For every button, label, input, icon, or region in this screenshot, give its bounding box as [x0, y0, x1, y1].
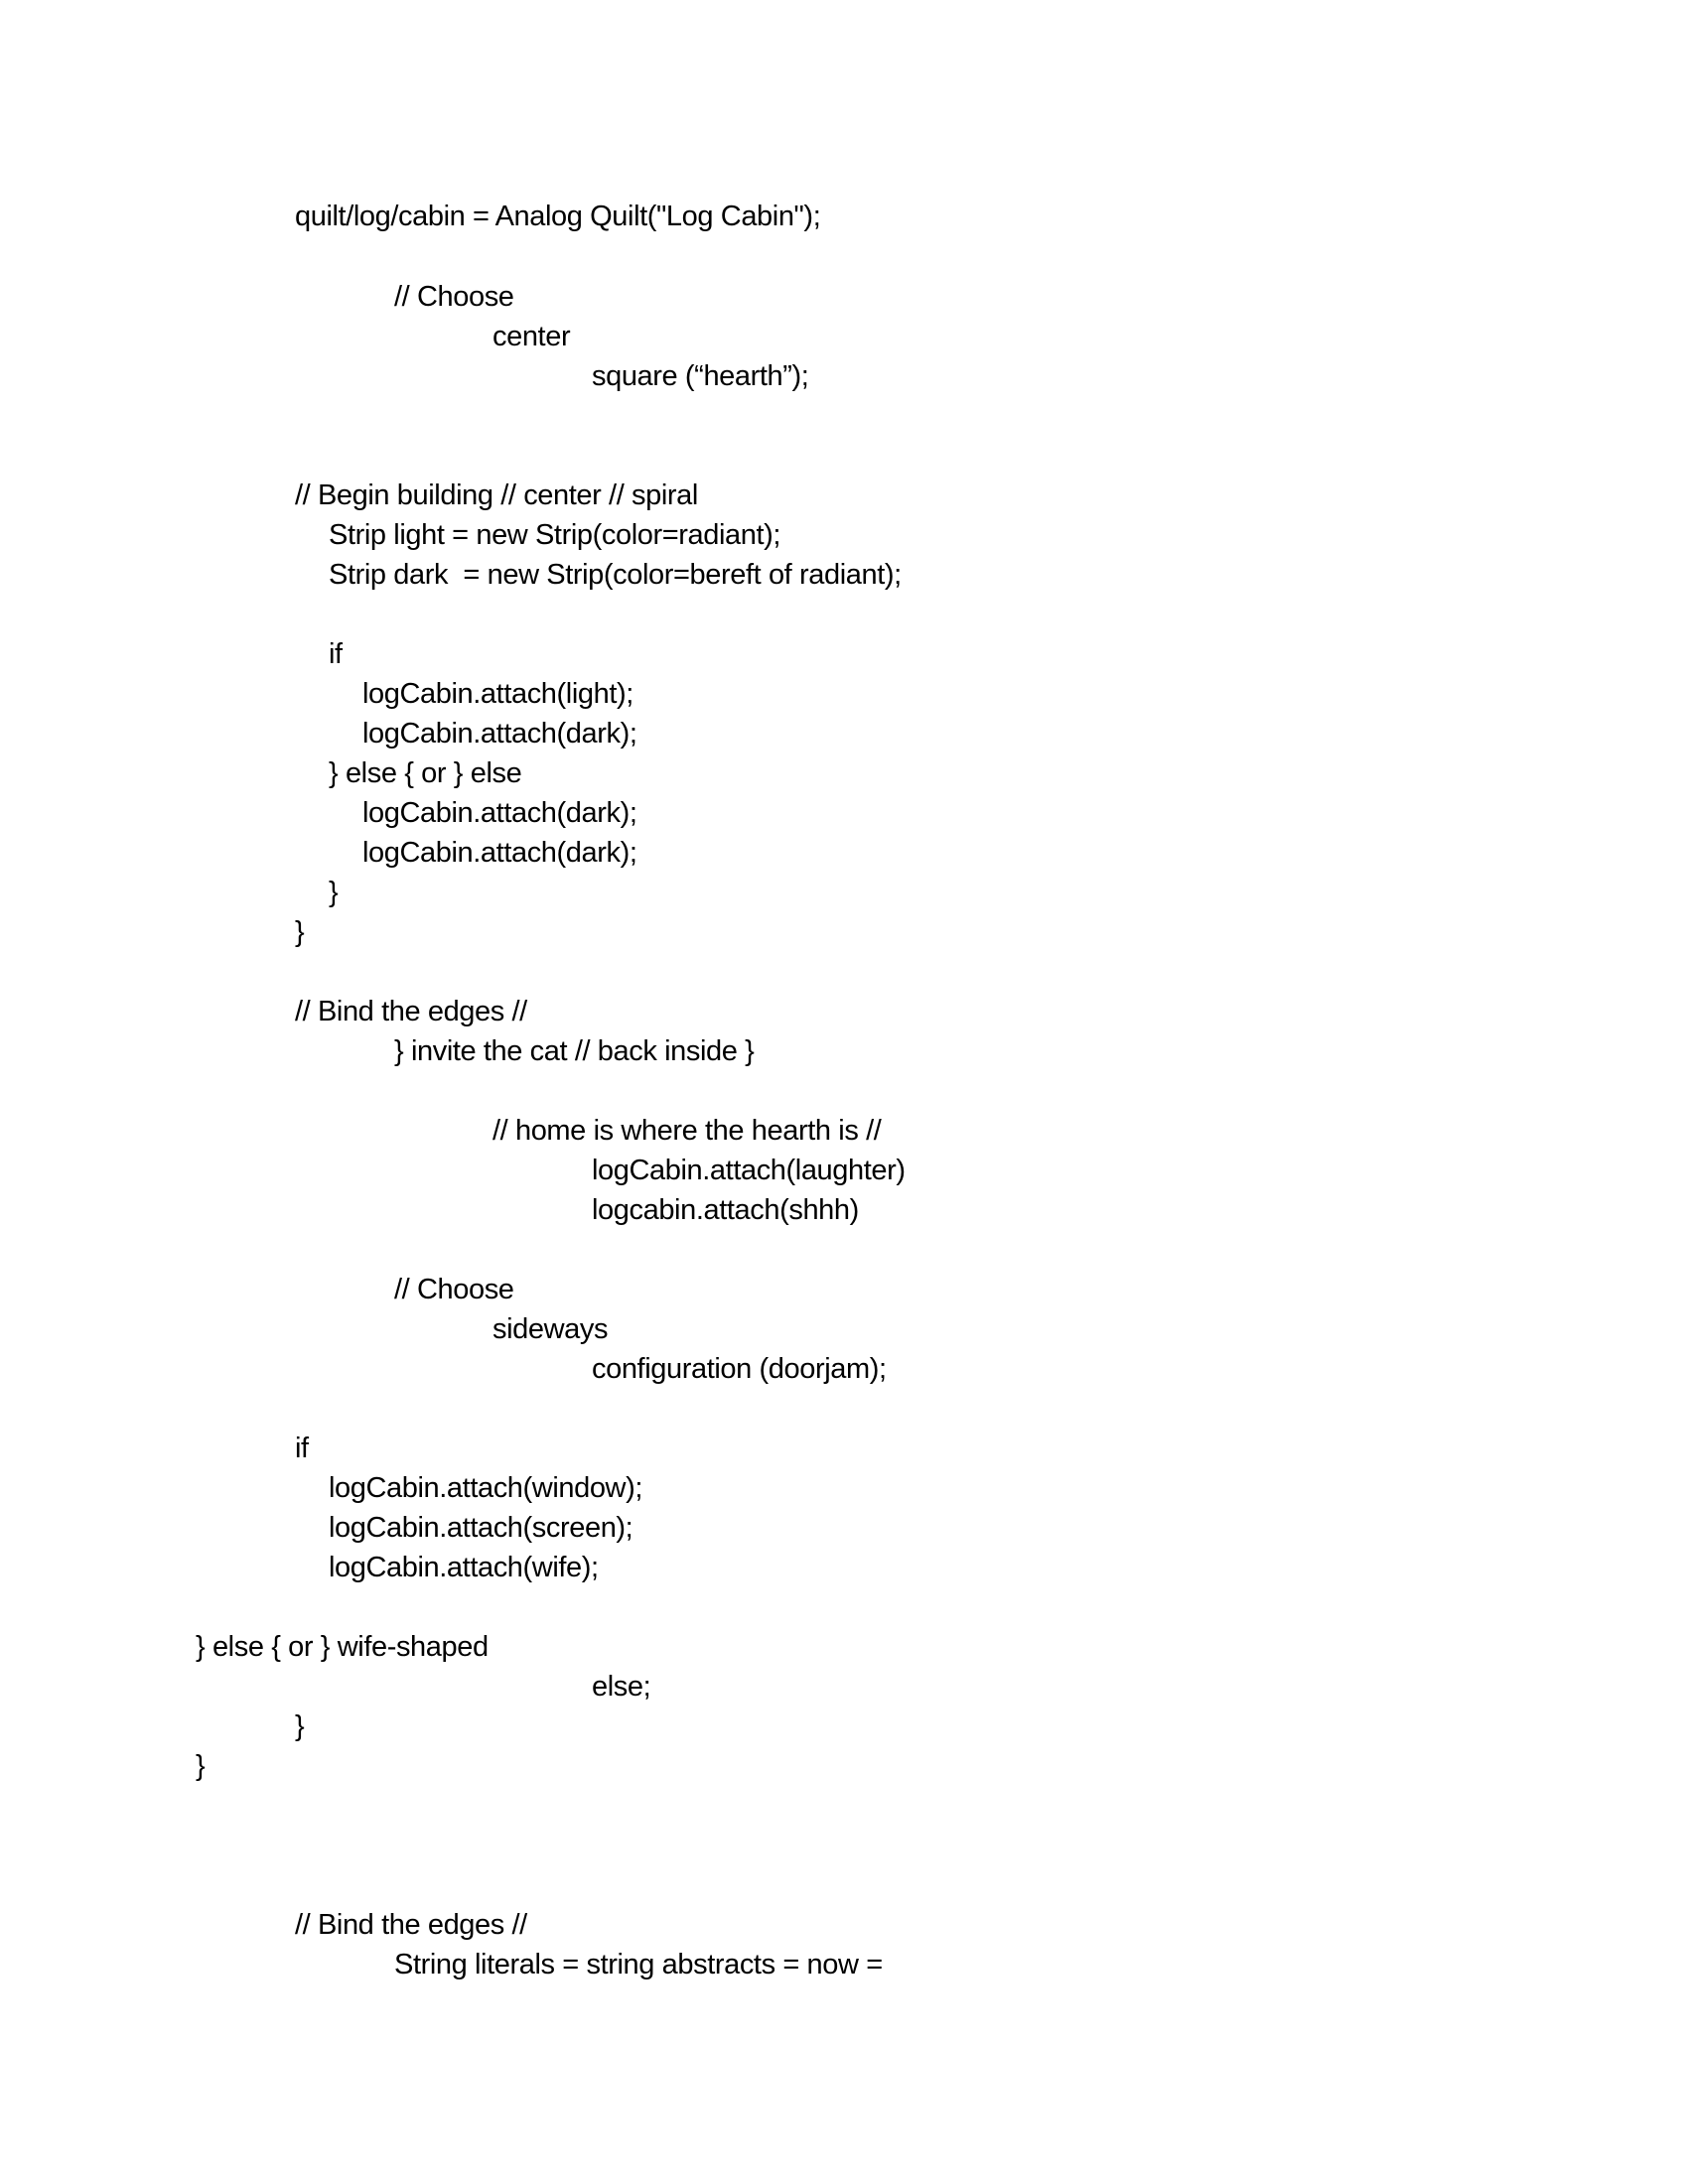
code-line: if	[329, 638, 343, 670]
code-line: configuration (doorjam);	[592, 1353, 887, 1385]
code-line: sideways	[492, 1313, 609, 1345]
code-line: else;	[592, 1671, 651, 1703]
code-line: // Choose	[394, 281, 514, 313]
code-line: logCabin.attach(light);	[362, 678, 633, 710]
code-line: } invite the cat // back inside }	[394, 1035, 755, 1067]
code-line: // home is where the hearth is //	[492, 1115, 882, 1147]
code-line: logcabin.attach(shhh)	[592, 1194, 859, 1226]
code-line: } else { or } else	[329, 757, 522, 789]
code-line: Strip dark = new Strip(color=bereft of radiant);	[329, 559, 902, 591]
code-line: // Bind the edges //	[295, 1909, 527, 1941]
code-line: center	[492, 321, 571, 352]
code-line: // Choose	[394, 1274, 514, 1305]
code-line: logCabin.attach(dark);	[362, 718, 637, 750]
code-line: logCabin.attach(window);	[329, 1472, 643, 1504]
code-line: if	[295, 1433, 309, 1464]
code-line: }	[329, 877, 339, 908]
code-line: }	[295, 1710, 305, 1742]
code-line: Strip light = new Strip(color=radiant);	[329, 519, 781, 551]
code-line: }	[196, 1750, 206, 1782]
code-line: logCabin.attach(dark);	[362, 837, 637, 869]
code-line: } else { or } wife-shaped	[196, 1631, 489, 1663]
code-line: logCabin.attach(screen);	[329, 1512, 633, 1544]
code-line: logCabin.attach(dark);	[362, 797, 637, 829]
code-line: logCabin.attach(laughter)	[592, 1155, 906, 1186]
code-line: square (“hearth”);	[592, 360, 809, 392]
code-line: quilt/log/cabin = Analog Quilt("Log Cabin");	[295, 201, 821, 232]
code-line: String literals = string abstracts = now =	[394, 1949, 883, 1980]
code-line: // Bind the edges //	[295, 996, 527, 1027]
code-line: logCabin.attach(wife);	[329, 1552, 599, 1583]
code-line: }	[295, 916, 305, 948]
code-line: // Begin building // center // spiral	[295, 479, 698, 511]
